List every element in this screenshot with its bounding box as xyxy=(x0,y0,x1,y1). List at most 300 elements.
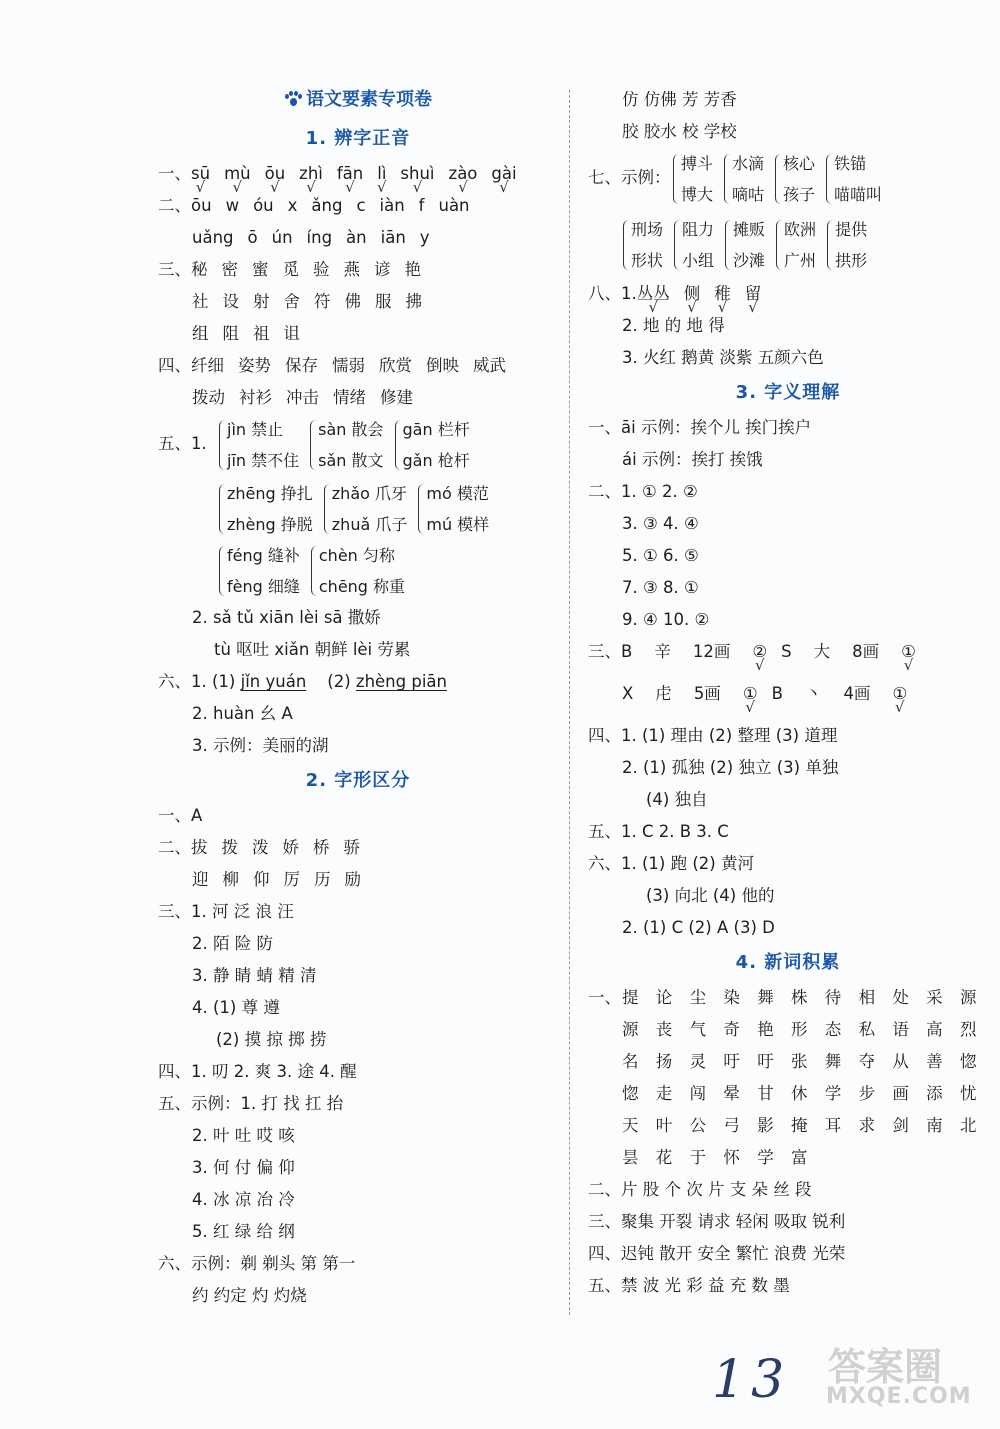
char-item: 桥 xyxy=(313,838,330,857)
answer-row: 3. 静 睛 蜻 精 清 xyxy=(192,966,317,985)
pinyin-item: ōu xyxy=(191,196,212,215)
stroke-item: B xyxy=(621,642,633,661)
pinyin-item: iàn xyxy=(379,196,405,215)
word-item: 纤细 xyxy=(191,356,224,375)
answer-row: 八、1.丛丛 √ 侧 √ 稚 √ 留 √ xyxy=(588,278,988,310)
pinyin-item: f xyxy=(418,196,425,215)
brace-entry: 刑场 xyxy=(631,220,664,239)
grid-char: 灵 xyxy=(689,1052,707,1071)
grid-char: 奇 xyxy=(723,1020,740,1039)
answer-row: 三、B 辛 12画 ② √ S 大 8画 ① √ xyxy=(588,636,988,678)
char-item: 励 xyxy=(344,870,361,889)
brace-entry: 形状 xyxy=(631,251,664,270)
answer-row: 3. ③ 4. ④ xyxy=(622,514,699,533)
answer-row: 3. 火红 鹅黄 淡紫 五颜六色 xyxy=(622,348,824,367)
page-number: 13 xyxy=(712,1350,791,1410)
brace-group xyxy=(672,148,713,210)
brace-group xyxy=(309,414,383,476)
char-list xyxy=(192,292,436,311)
answer-row: 2. sǎ tǔ xiān lèi sā 撒娇 xyxy=(192,608,381,627)
pinyin-item: iān xyxy=(380,228,406,247)
grid-char: 吁 xyxy=(723,1052,740,1071)
stroke-item: 虍 xyxy=(655,684,672,703)
answer-row: 二、拔 拨 泼 娇 桥 骄 xyxy=(158,832,558,864)
brace-group xyxy=(825,148,882,210)
answer-row: (3) 向北 (4) 他的 xyxy=(646,886,775,905)
brace-groups xyxy=(672,148,892,210)
checked-pinyin: fān √ xyxy=(337,158,363,190)
grid-char: 名 xyxy=(622,1052,639,1071)
char-item: 蜜 xyxy=(252,260,269,279)
stroke-item: 辛 xyxy=(654,642,671,661)
word-item: 欣赏 xyxy=(379,356,412,375)
word-item: 威武 xyxy=(473,356,506,375)
brace-entry: sǎn 散文 xyxy=(318,451,384,470)
grid-char: 添 xyxy=(926,1084,943,1103)
right-column xyxy=(588,84,988,1302)
brace-entry: 博大 xyxy=(681,185,714,204)
answer-row: 五、禁 波 光 彩 益 充 数 墨 xyxy=(588,1276,790,1295)
brace-group xyxy=(218,540,300,602)
grid-char: 昙 xyxy=(622,1148,639,1167)
char-item: 社 xyxy=(192,292,209,311)
grid-char: 从 xyxy=(892,1052,909,1071)
item-label: 一、 xyxy=(588,988,621,1007)
checked-char: 留 √ xyxy=(745,278,762,310)
brace-entry: gǎn 枪杆 xyxy=(402,451,470,470)
brace-group xyxy=(775,214,816,276)
stroke-list xyxy=(621,642,930,661)
grid-char: 忧 xyxy=(959,1084,977,1103)
grid-row xyxy=(588,1014,988,1046)
checked-char: 丛丛 √ xyxy=(637,278,670,310)
paw-icon xyxy=(284,91,302,107)
brace-group xyxy=(774,148,815,210)
char-item: 拔 xyxy=(191,838,208,857)
answer-row xyxy=(158,222,558,254)
pinyin-item: y xyxy=(419,228,430,247)
grid-char: 晕 xyxy=(723,1084,740,1103)
brace-group xyxy=(394,414,470,476)
grid-char: 提 xyxy=(622,988,639,1007)
word-item: 情绪 xyxy=(333,388,366,407)
page-header xyxy=(158,80,558,120)
grid-row xyxy=(588,1110,988,1142)
grid-char: 舞 xyxy=(757,988,774,1007)
brace-entry: sàn 散会 xyxy=(318,420,384,439)
answer-row: (2) 摸 掠 掷 捞 xyxy=(216,1030,327,1049)
grid-char: 扬 xyxy=(655,1052,673,1071)
checked-pinyin: shuì √ xyxy=(400,158,434,190)
answer-row: 4. (1) 尊 遵 xyxy=(192,998,280,1017)
answer-row xyxy=(158,382,558,414)
char-item: 骄 xyxy=(343,838,360,857)
grid-char: 气 xyxy=(689,1020,707,1039)
checked-char: 稚 √ xyxy=(714,278,731,310)
brace-groups xyxy=(218,414,480,476)
grid-char: 烈 xyxy=(959,1020,977,1039)
answer-row: 约 约定 灼 灼烧 xyxy=(192,1286,307,1305)
answer-row: 9. ④ 10. ② xyxy=(622,610,710,629)
grid-char: 张 xyxy=(790,1052,808,1071)
word-item: 姿势 xyxy=(238,356,271,375)
grid-char: 尘 xyxy=(689,988,707,1007)
checked-pinyin: gài √ xyxy=(491,158,516,190)
grid-char: 待 xyxy=(824,988,842,1007)
char-item: 祖 xyxy=(253,324,270,343)
answer-row: 2. 陌 险 防 xyxy=(192,934,273,953)
answer-row: 六、1. (1) 跑 (2) 黄河 xyxy=(588,854,754,873)
brace-entry: 广州 xyxy=(784,251,817,270)
answer-row: 2. (1) C (2) A (3) D xyxy=(622,918,775,937)
answer-row xyxy=(588,678,988,720)
pinyin-list xyxy=(191,196,484,215)
answer-row: 5. 红 绿 给 纲 xyxy=(192,1222,295,1241)
checked-char: 侧 √ xyxy=(684,278,701,310)
grid-char: 论 xyxy=(655,988,673,1007)
brace-group xyxy=(218,414,299,476)
grid-char: 舞 xyxy=(824,1052,842,1071)
section-title-2: 2. 字形区分 xyxy=(305,770,411,791)
answer-row: 胶 胶水 校 学校 xyxy=(622,122,737,141)
word-list xyxy=(191,356,520,375)
brace-groups xyxy=(622,214,877,276)
grid-row xyxy=(588,1078,988,1110)
char-item: 迎 xyxy=(192,870,209,889)
brace-row: 七、示例： 搏斗 博大 水滴 嘀咕 核心 孩子 铁锚 喵喵叫 xyxy=(588,148,988,212)
stroke-item: 5画 xyxy=(693,684,721,703)
checked-char-list xyxy=(637,284,776,303)
grid-char: 学 xyxy=(824,1084,842,1103)
brace-row: 五、1. jìn 禁止 jīn 禁不住 sàn 散会 sǎn 散文 gān 栏杆 gǎn 枪杆 xyxy=(158,414,558,478)
grid-char: 甘 xyxy=(757,1084,774,1103)
brace-entry: 水滴 xyxy=(732,154,765,173)
brace-group xyxy=(310,540,405,602)
brace-entry: 拱形 xyxy=(835,251,868,270)
char-item: 娇 xyxy=(282,838,299,857)
section-title-3: 3. 字义理解 xyxy=(735,382,841,403)
word-item: 修建 xyxy=(380,388,413,407)
answer-row: 四、1. (1) 理由 (2) 整理 (3) 道理 xyxy=(588,726,838,745)
grid-char: 南 xyxy=(926,1116,943,1135)
char-item: 符 xyxy=(314,292,331,311)
checked-pinyin: sū √ xyxy=(191,158,210,190)
word-item: 懦弱 xyxy=(332,356,365,375)
checked-pinyin: zào √ xyxy=(449,158,478,190)
grid-char: 叶 xyxy=(655,1116,673,1135)
char-list xyxy=(192,324,314,343)
grid-char: 吁 xyxy=(757,1052,774,1071)
grid-char: 夺 xyxy=(858,1052,876,1071)
grid-char: 语 xyxy=(892,1020,909,1039)
checked-stroke-answer: ① √ xyxy=(743,678,758,710)
brace-row xyxy=(158,478,558,540)
char-item: 组 xyxy=(192,324,209,343)
grid-char: 染 xyxy=(723,988,740,1007)
stroke-item: B xyxy=(771,684,783,703)
grid-char: 于 xyxy=(689,1148,707,1167)
grid-char: 天 xyxy=(622,1116,639,1135)
char-item: 舍 xyxy=(283,292,300,311)
grid-char: 北 xyxy=(959,1116,977,1135)
word-grid xyxy=(588,982,988,1174)
pinyin-item: íng xyxy=(306,228,333,247)
header-title: 语文要素专项卷 xyxy=(306,89,432,110)
stroke-item: X xyxy=(622,684,634,703)
answer-row: 一、āi 示例：挨个儿 挨门挨户 xyxy=(588,418,812,437)
char-item: 验 xyxy=(313,260,330,279)
brace-entry: 摊贩 xyxy=(733,220,766,239)
char-item: 佛 xyxy=(344,292,361,311)
brace-entry: 嘀咕 xyxy=(732,185,765,204)
grid-char: 善 xyxy=(926,1052,943,1071)
answer-row xyxy=(158,318,558,350)
answer-row: ái 示例：挨打 挨饿 xyxy=(622,450,763,469)
grid-char: 闯 xyxy=(689,1084,707,1103)
checked-stroke-answer: ① √ xyxy=(901,636,916,668)
char-item: 觅 xyxy=(282,260,299,279)
answer-row: 六、1. (1) jǐn yuán (2) zhèng piān xyxy=(158,672,447,691)
brace-row xyxy=(158,540,558,602)
brace-entry: 孩子 xyxy=(783,185,816,204)
watermark-url: MXQE.COM xyxy=(826,1384,972,1409)
grid-char: 高 xyxy=(926,1020,943,1039)
grid-char: 相 xyxy=(858,988,876,1007)
char-list xyxy=(191,838,374,857)
grid-char: 休 xyxy=(790,1084,808,1103)
checked-stroke-answer: ② √ xyxy=(752,636,767,668)
char-item: 历 xyxy=(314,870,331,889)
pinyin-item: ō xyxy=(247,228,258,247)
grid-char: 处 xyxy=(892,988,909,1007)
stroke-item: 4画 xyxy=(843,684,871,703)
underlined-answer: zhèng piān xyxy=(355,672,447,691)
brace-entry: 核心 xyxy=(783,154,816,173)
brace-entry: 提供 xyxy=(835,220,868,239)
brace-entry: 喵喵叫 xyxy=(834,185,883,204)
answer-row: 7. ③ 8. ① xyxy=(622,578,699,597)
answer-row: 二、片 股 个 次 片 支 朵 丝 段 xyxy=(588,1180,812,1199)
grid-char: 惚 xyxy=(959,1052,977,1071)
char-list xyxy=(192,870,375,889)
char-item: 泼 xyxy=(252,838,269,857)
answer-row: 五、1. C 2. B 3. C xyxy=(588,822,729,841)
answer-row: (4) 独自 xyxy=(646,790,708,809)
stroke-item: 丶 xyxy=(804,684,822,703)
char-item: 密 xyxy=(221,260,238,279)
brace-entry: féng 缝补 xyxy=(227,546,300,565)
brace-entry: mó 模范 xyxy=(426,484,489,503)
word-item: 冲击 xyxy=(286,388,319,407)
answer-row: 四、1. 叨 2. 爽 3. 途 4. 醒 xyxy=(158,1062,357,1081)
brace-entry: chēng 称重 xyxy=(318,577,406,596)
brace-group xyxy=(673,214,714,276)
brace-group xyxy=(323,478,408,540)
brace-entry: zhǎo 爪牙 xyxy=(331,484,408,503)
section-title-4: 4. 新词积累 xyxy=(735,952,841,973)
answer-row: 四、纤细 姿势 保存 懦弱 欣赏 倒映 威武 xyxy=(158,350,558,382)
answer-row: 一、A xyxy=(158,806,203,825)
pinyin-item: w xyxy=(225,196,240,215)
answer-row: 二、1. ① 2. ② xyxy=(588,482,698,501)
grid-char: 私 xyxy=(858,1020,876,1039)
stroke-list xyxy=(622,684,921,703)
grid-char: 掩 xyxy=(790,1116,808,1135)
answer-row: 2. 地 的 地 得 xyxy=(622,316,725,335)
checked-stroke-answer: ① √ xyxy=(892,678,907,710)
grid-char: 丧 xyxy=(655,1020,673,1039)
watermark-logo: 答案圈 xyxy=(828,1345,943,1389)
char-item: 拨 xyxy=(221,838,238,857)
pinyin-item: uǎng xyxy=(192,228,234,247)
underlined-answer: jǐn yuán xyxy=(240,672,307,691)
checked-pinyin-list xyxy=(191,164,531,183)
answer-row: 二、ōu w óu x ǎng c iàn f uàn xyxy=(158,190,558,222)
checked-pinyin: zhì √ xyxy=(299,158,323,190)
brace-entry: 欧洲 xyxy=(784,220,817,239)
checked-pinyin: mù √ xyxy=(224,158,251,190)
pinyin-item: àn xyxy=(346,228,367,247)
grid-char: 影 xyxy=(757,1116,774,1135)
pinyin-item: uàn xyxy=(438,196,470,215)
grid-char: 剑 xyxy=(892,1116,909,1135)
left-column xyxy=(158,80,558,1312)
brace-group xyxy=(723,148,764,210)
brace-group xyxy=(826,214,867,276)
char-item: 服 xyxy=(375,292,392,311)
brace-entry: 小组 xyxy=(682,251,715,270)
grid-char: 步 xyxy=(858,1084,876,1103)
answer-row: 仿 仿佛 芳 芳香 xyxy=(622,90,737,109)
answer-row: 2. (1) 孤独 (2) 独立 (3) 单独 xyxy=(622,758,839,777)
answer-row: 三、聚集 开裂 请求 轻闲 吸取 锐利 xyxy=(588,1212,846,1231)
char-item: 柳 xyxy=(222,870,239,889)
char-list xyxy=(191,260,435,279)
pinyin-item: ǎng xyxy=(311,196,343,215)
grid-char: 画 xyxy=(892,1084,909,1103)
word-item: 衬衫 xyxy=(239,388,272,407)
brace-group xyxy=(218,478,313,540)
grid-row xyxy=(588,982,988,1014)
char-item: 阻 xyxy=(222,324,239,343)
section-title-1: 1. 辨字正音 xyxy=(305,128,411,149)
answer-row: 5. ① 6. ⑤ xyxy=(622,546,699,565)
brace-entry: zhèng 挣脱 xyxy=(227,515,313,534)
brace-entry: jìn 禁止 xyxy=(227,420,284,439)
grid-char: 学 xyxy=(757,1148,774,1167)
grid-char: 求 xyxy=(858,1116,876,1135)
brace-entry: 沙滩 xyxy=(733,251,766,270)
grid-row xyxy=(588,1046,988,1078)
pinyin-item: ún xyxy=(271,228,293,247)
char-item: 厉 xyxy=(283,870,300,889)
answer-row: 四、迟钝 散开 安全 繁忙 浪费 光荣 xyxy=(588,1244,846,1263)
char-item: 设 xyxy=(222,292,239,311)
char-item: 燕 xyxy=(343,260,360,279)
word-item: 倒映 xyxy=(426,356,459,375)
answer-row: 三、秘 密 蜜 觅 验 燕 谚 艳 xyxy=(158,254,558,286)
grid-char: 态 xyxy=(824,1020,842,1039)
brace-entry: zhuǎ 爪子 xyxy=(331,515,408,534)
grid-char: 源 xyxy=(622,1020,639,1039)
brace-row xyxy=(588,212,988,278)
grid-char: 耳 xyxy=(824,1116,842,1135)
brace-groups xyxy=(218,478,499,540)
answer-row: 3. 何 付 偏 仰 xyxy=(192,1158,295,1177)
char-item: 拂 xyxy=(405,292,422,311)
answer-row: 五、示例：1. 打 找 扛 抬 xyxy=(158,1094,344,1113)
brace-entry: gān 栏杆 xyxy=(402,420,470,439)
answer-row: 2. 叶 吐 哎 咳 xyxy=(192,1126,295,1145)
grid-char: 源 xyxy=(959,988,977,1007)
brace-entry: zhēng 挣扎 xyxy=(227,484,313,503)
brace-entry: fèng 细缝 xyxy=(227,577,300,596)
grid-row xyxy=(588,1142,988,1174)
char-item: 诅 xyxy=(283,324,300,343)
answer-row xyxy=(158,286,558,318)
brace-group xyxy=(724,214,765,276)
answer-row: 4. 冰 凉 冶 冷 xyxy=(192,1190,295,1209)
stroke-item: S xyxy=(781,642,792,661)
char-item: 射 xyxy=(253,292,270,311)
answer-row: 三、1. 河 泛 浪 汪 xyxy=(158,902,294,921)
answer-row: 六、示例：剃 剃头 第 第一 xyxy=(158,1254,356,1273)
brace-group xyxy=(417,478,489,540)
grid-char: 株 xyxy=(790,988,808,1007)
pinyin-list xyxy=(192,228,444,247)
char-item: 谚 xyxy=(374,260,391,279)
stroke-item: 12画 xyxy=(692,642,731,661)
brace-group xyxy=(622,214,663,276)
grid-char: 公 xyxy=(689,1116,707,1135)
word-list xyxy=(192,388,427,407)
answer-row xyxy=(158,864,558,896)
brace-entry: 阻力 xyxy=(682,220,715,239)
stroke-item: 大 xyxy=(813,642,831,661)
word-item: 保存 xyxy=(285,356,318,375)
grid-char: 花 xyxy=(655,1148,673,1167)
answer-row: 一、sū √ mù √ ōu √ zhì √ fān √ lì √ shuì √ zào √ gài √ xyxy=(158,158,558,190)
brace-groups xyxy=(218,540,415,602)
grid-char: 采 xyxy=(926,988,943,1007)
brace-entry: 搏斗 xyxy=(681,154,714,173)
grid-char: 怀 xyxy=(723,1148,740,1167)
answer-row: 3. 示例：美丽的湖 xyxy=(192,736,329,755)
grid-char: 艳 xyxy=(757,1020,774,1039)
answer-row: 2. huàn 幺 A xyxy=(192,704,293,723)
brace-entry: jīn 禁不住 xyxy=(227,451,300,470)
column-divider xyxy=(569,90,570,1315)
grid-char: 惚 xyxy=(622,1084,639,1103)
brace-entry: mú 模样 xyxy=(426,515,490,534)
checked-pinyin: lì √ xyxy=(377,158,386,190)
pinyin-item: c xyxy=(356,196,366,215)
answer-row: tù 呕吐 xiǎn 朝鲜 lèi 劳累 xyxy=(214,640,411,659)
char-item: 仰 xyxy=(253,870,270,889)
grid-char: 走 xyxy=(655,1084,673,1103)
grid-char: 富 xyxy=(790,1148,808,1167)
checked-pinyin: ōu √ xyxy=(265,158,286,190)
word-item: 拨动 xyxy=(192,388,225,407)
stroke-item: 8画 xyxy=(852,642,880,661)
brace-entry: 铁锚 xyxy=(834,154,867,173)
pinyin-item: x xyxy=(287,196,298,215)
char-item: 艳 xyxy=(404,260,421,279)
pinyin-item: óu xyxy=(253,196,274,215)
char-item: 秘 xyxy=(191,260,208,279)
grid-char: 弓 xyxy=(723,1116,740,1135)
grid-char: 形 xyxy=(790,1020,808,1039)
